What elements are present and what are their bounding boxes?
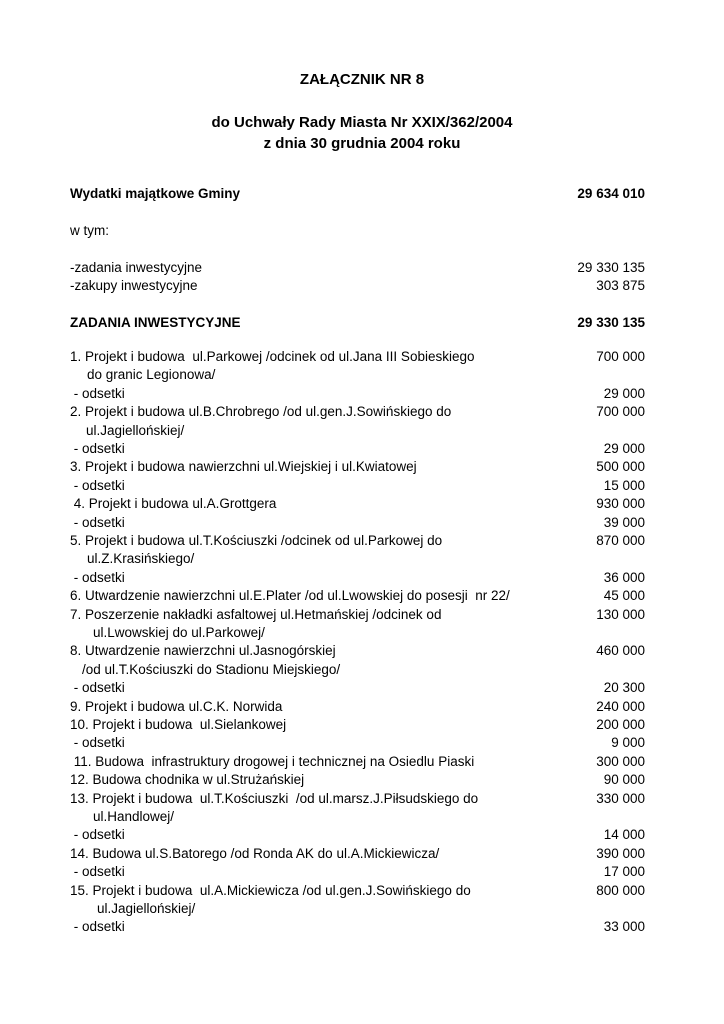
item-label-continued: /od ul.T.Kościuszki do Stadionu Miejskiego/ <box>82 661 341 677</box>
item-label-continued: do granic Legionowa/ <box>87 367 216 383</box>
item-label: 3. Projekt i budowa nawierzchni ul.Wiejskiej i ul.Kwiatowej <box>70 459 417 475</box>
item-label: - odsetki <box>70 864 125 880</box>
item-value: 29 000 <box>603 385 645 401</box>
item-value: 460 000 <box>596 643 645 659</box>
item-value: 33 000 <box>603 919 645 935</box>
total-value: 29 634 010 <box>577 186 645 201</box>
item-label: - odsetki <box>70 680 125 696</box>
item-label: 2. Projekt i budowa ul.B.Chrobrego /od ul.gen.J.Sowińskiego do <box>70 404 452 420</box>
item-value: 800 000 <box>596 882 645 898</box>
zadania-label: -zadania inwestycyjne <box>70 260 203 275</box>
section-value: 29 330 135 <box>577 315 645 330</box>
item-label: - odsetki <box>70 441 125 456</box>
item-label: 4. Projekt i budowa ul.A.Grottgera <box>70 496 277 512</box>
item-label: 13. Projekt i budowa ul.T.Kościuszki /od ul.marsz.J.Piłsudskiego do <box>70 790 479 806</box>
item-label: 6. Utwardzenie nawierzchni ul.E.Plater /od ul.Lwowskiej do posesji nr 22/ <box>70 588 510 604</box>
item-value: 45 000 <box>603 588 645 604</box>
item-value: 200 000 <box>596 717 645 732</box>
item-value: 29 000 <box>603 441 645 456</box>
item-label: 8. Utwardzenie nawierzchni ul.Jasnogórskiej <box>70 643 336 659</box>
zadania-value: 29 330 135 <box>577 260 645 275</box>
item-value: 14 000 <box>603 827 645 843</box>
item-label: 7. Poszerzenie nakładki asfaltowej ul.Hetmańskiej /odcinek od <box>70 606 442 622</box>
item-label-continued: ul.Lwowskiej do ul.Parkowej/ <box>93 624 265 640</box>
item-label: - odsetki <box>70 827 125 843</box>
item-value: 330 000 <box>596 790 645 806</box>
item-label: - odsetki <box>70 919 125 935</box>
item-label-continued: ul.Jagiellońskiej/ <box>97 900 196 916</box>
resolution-line: do Uchwały Rady Miasta Nr XXIX/362/2004 <box>211 114 513 131</box>
item-label: 5. Projekt i budowa ul.T.Kościuszki /odcinek od ul.Parkowej do <box>70 533 443 548</box>
total-label: Wydatki majątkowe Gminy <box>70 186 241 201</box>
item-value: 390 000 <box>596 845 645 861</box>
item-label-continued: ul.Handlowej/ <box>93 808 175 824</box>
item-label: - odsetki <box>70 514 125 530</box>
item-label: - odsetki <box>70 735 125 751</box>
item-value: 9 000 <box>611 735 645 751</box>
item-value: 20 300 <box>603 680 645 696</box>
zakupy-label: -zakupy inwestycyjne <box>70 278 198 293</box>
item-value: 870 000 <box>596 533 645 548</box>
zakupy-value: 303 875 <box>596 278 645 293</box>
item-label-continued: ul.Jagiellońskiej/ <box>86 422 185 438</box>
item-label: - odsetki <box>70 477 125 493</box>
item-label: - odsetki <box>70 569 125 585</box>
item-label: 11. Budowa infrastruktury drogowej i technicznej na Osiedlu Piaski <box>70 753 475 769</box>
page-title: ZAŁĄCZNIK NR 8 <box>299 71 425 88</box>
item-label: 15. Projekt i budowa ul.A.Mickiewicza /od ul.gen.J.Sowińskiego do <box>70 882 471 898</box>
date-line: z dnia 30 grudnia 2004 roku <box>263 135 461 152</box>
item-value: 36 000 <box>603 569 645 585</box>
item-value: 90 000 <box>603 772 645 788</box>
item-value: 15 000 <box>603 477 645 493</box>
item-value: 240 000 <box>596 698 645 714</box>
item-label: 14. Budowa ul.S.Batorego /od Ronda AK do ul.A.Mickiewicza/ <box>70 845 440 861</box>
item-value: 700 000 <box>596 349 645 364</box>
item-label: 10. Projekt i budowa ul.Sielankowej <box>70 717 287 732</box>
item-label-continued: ul.Z.Krasińskiego/ <box>87 551 195 567</box>
item-value: 39 000 <box>603 514 645 530</box>
item-label: - odsetki <box>70 385 125 401</box>
wtym-label: w tym: <box>70 223 109 238</box>
item-label: 9. Projekt i budowa ul.C.K. Norwida <box>70 698 283 714</box>
item-label: 12. Budowa chodnika w ul.Strużańskiej <box>70 772 305 788</box>
section-heading: ZADANIA INWESTYCYJNE <box>70 315 241 330</box>
item-label: 1. Projekt i budowa ul.Parkowej /odcinek od ul.Jana III Sobieskiego <box>70 349 475 364</box>
item-value: 930 000 <box>596 496 645 512</box>
item-value: 130 000 <box>596 606 645 622</box>
item-value: 17 000 <box>603 864 645 880</box>
item-value: 500 000 <box>596 459 645 475</box>
item-value: 700 000 <box>596 404 645 420</box>
item-value: 300 000 <box>596 753 645 769</box>
